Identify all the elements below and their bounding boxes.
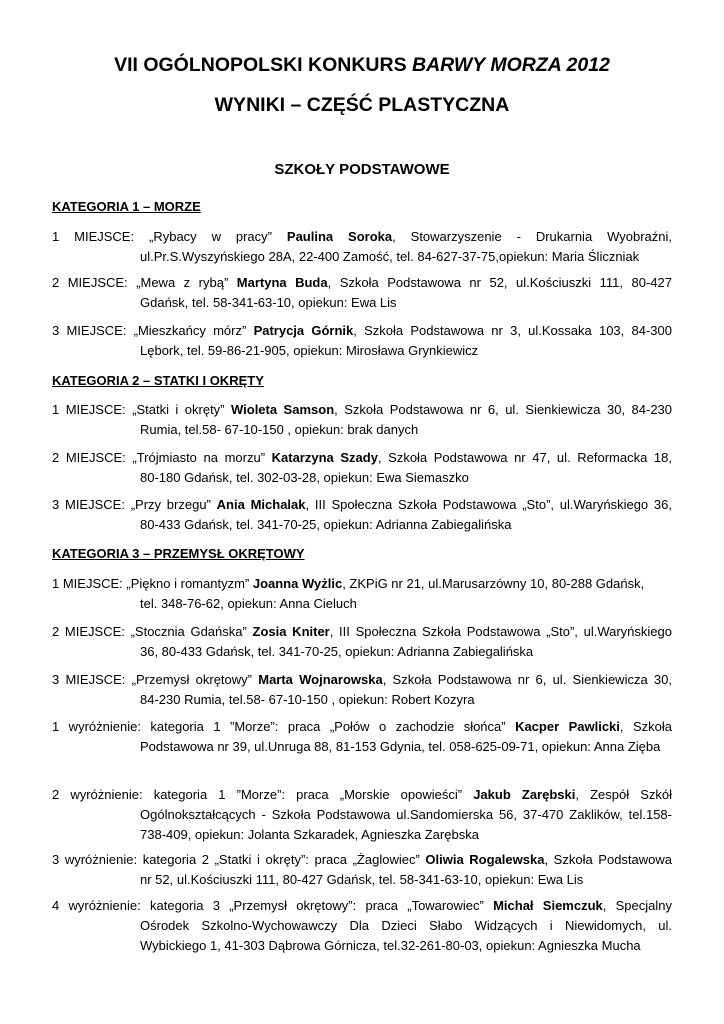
entry-details: , Specjalny bbox=[602, 898, 673, 913]
distinction-entry bbox=[52, 850, 672, 890]
category-heading: KATEGORIA 3 – PRZEMYSŁ OKRĘTOWY bbox=[52, 546, 305, 561]
work-title: „Statki i okręty” bbox=[132, 402, 231, 417]
result-entry bbox=[52, 448, 672, 488]
distinction-entry bbox=[52, 785, 672, 845]
place-label: 3 MIEJSCE: bbox=[52, 497, 131, 512]
result-entry bbox=[52, 400, 672, 440]
work-title: „Rybacy w pracy” bbox=[149, 229, 287, 244]
work-title: „Mewa z rybą” bbox=[136, 275, 237, 290]
author-name: Michał Siemczuk bbox=[493, 898, 603, 913]
entry-details: , ZKPiG nr 21, ul.Marusarzówny 10, 80-288 Gdańsk, bbox=[342, 576, 645, 591]
work-title: „Przemysł okrętowy” bbox=[131, 672, 259, 687]
result-entry bbox=[52, 574, 672, 614]
title-prefix: VII OGÓLNOPOLSKI KONKURS bbox=[114, 54, 412, 76]
distinction-label: 2 wyróżnienie: kategoria 1 ”Morze”: praca „Morskie opowieści” bbox=[52, 787, 474, 802]
place-label: 1 MIEJSCE: bbox=[52, 576, 127, 591]
entry-details: , Szkoła Podstawowa nr 6, ul. Sienkiewicza 30, 84-230 bbox=[334, 402, 673, 417]
document-subtitle: WYNIKI – CZĘŚĆ PLASTYCZNA bbox=[214, 94, 510, 116]
result-entry bbox=[52, 273, 672, 313]
distinction-label: 3 wyróżnienie: kategoria 2 „Statki i okręty”: praca „Żaglowiec” bbox=[52, 852, 426, 867]
place-label: 2 MIEJSCE: bbox=[52, 450, 133, 465]
result-entry bbox=[52, 622, 672, 662]
entry-details: , Szkoła Podstawowa bbox=[544, 852, 672, 867]
author-name: Katarzyna Szady bbox=[271, 450, 378, 465]
distinction-label: 4 wyróżnienie: kategoria 3 „Przemysł okrętowy”: praca „Towarowiec” bbox=[52, 898, 494, 913]
work-title: „Piękno i romantyzm” bbox=[126, 576, 253, 591]
entry-details-cont: 84-230 Rumia, tel.58- 67-10-150 , opiekun: Robert Kozyra bbox=[140, 692, 475, 707]
entry-details-cont: ul.Pr.S.Wyszyńskiego 28A, 22-400 Zamość, tel. 84-627-37-75,opiekun: Maria Śliczniak bbox=[140, 249, 640, 264]
result-entry bbox=[52, 321, 672, 361]
document-title bbox=[0, 54, 724, 76]
place-label: 3 MIEJSCE: bbox=[52, 672, 132, 687]
entry-details-cont: 80-433 Gdańsk, tel. 341-70-25, opiekun: Adrianna Zabiegalińska bbox=[140, 517, 512, 532]
author-name: Paulina Soroka bbox=[286, 229, 393, 244]
entry-details-cont: nr 52, ul.Kościuszki 111, 80-427 Gdańsk, tel. 58-341-63-10, opiekun: Ewa Lis bbox=[140, 872, 584, 887]
work-title: „Trójmiasto na morzu” bbox=[132, 450, 272, 465]
author-name: Martyna Buda bbox=[236, 275, 328, 290]
author-name: Kacper Pawlicki bbox=[515, 719, 620, 734]
author-name: Zosia Kniter bbox=[252, 624, 330, 639]
author-name: Marta Wojnarowska bbox=[258, 672, 383, 687]
distinction-entry bbox=[52, 896, 672, 956]
entry-details: , Szkoła bbox=[619, 719, 672, 734]
author-name: Ania Michalak bbox=[216, 497, 306, 512]
category-heading: KATEGORIA 2 – STATKI I OKRĘTY bbox=[52, 373, 264, 388]
entry-details: , Szkoła Podstawowa nr 6, ul. Sienkiewicza 30, bbox=[382, 672, 672, 687]
author-name: Oliwia Rogalewska bbox=[425, 852, 545, 867]
place-label: 1 MIEJSCE: bbox=[52, 229, 149, 244]
entry-details: , III Społeczna Szkoła Podstawowa „Sto”, ul.Waryńskiego 36, bbox=[305, 497, 672, 512]
entry-details: , Szkoła Podstawowa nr 3, ul.Kossaka 103, 84-300 bbox=[353, 323, 672, 338]
category-heading: KATEGORIA 1 – MORZE bbox=[52, 199, 201, 214]
distinction-entry bbox=[52, 717, 672, 757]
title-contest-name: BARWY MORZA 2012 bbox=[412, 54, 610, 76]
result-entry bbox=[52, 670, 672, 710]
entry-details-cont: Rumia, tel.58- 67-10-150 , opiekun: brak danych bbox=[140, 422, 419, 437]
entry-details: , Szkoła Podstawowa nr 47, ul. Reformacka 18, bbox=[377, 450, 672, 465]
author-name: Jakub Zarębski bbox=[473, 787, 576, 802]
author-name: Joanna Wyżlic bbox=[252, 576, 343, 591]
author-name: Wioleta Samson bbox=[230, 402, 335, 417]
entry-details: , III Społeczna Szkoła Podstawowa „Sto”, ul.Waryńskiego bbox=[329, 624, 672, 639]
place-label: 1 MIEJSCE: bbox=[52, 402, 133, 417]
author-name: Patrycja Górnik bbox=[253, 323, 354, 338]
entry-details: , Stowarzyszenie - Drukarnia Wyobraźni, bbox=[392, 229, 672, 244]
place-label: 3 MIEJSCE: bbox=[52, 323, 134, 338]
entry-details-cont: 80-180 Gdańsk, tel. 302-03-28, opiekun: Ewa Siemaszko bbox=[140, 470, 469, 485]
entry-details-cont: Lębork, tel. 59-86-21-905, opiekun: Mirosława Grynkiewicz bbox=[140, 343, 479, 358]
entry-details-cont: Gdańsk, tel. 58-341-63-10, opiekun: Ewa Lis bbox=[140, 295, 397, 310]
work-title: „Stocznia Gdańska” bbox=[130, 624, 253, 639]
entry-details-cont: tel. 348-76-62, opiekun: Anna Cieluch bbox=[140, 596, 357, 611]
distinction-label: 1 wyróżnienie: kategoria 1 ”Morze”: praca „Połów o zachodzie słońca” bbox=[52, 719, 516, 734]
place-label: 2 MIEJSCE: bbox=[52, 275, 137, 290]
entry-details: , Szkoła Podstawowa nr 52, ul.Kościuszki 111, 80-427 bbox=[327, 275, 672, 290]
entry-details-cont: Ośrodek Szkolno-Wychowawczy Dla Dzieci Słabo Widzących i Niewidomych, ul. Wybickiego 1, 41-303 Dąbrowa Górnicza, tel.32-261-80-03, opiekun: Agnieszka Mucha bbox=[140, 918, 672, 953]
place-label: 2 MIEJSCE: bbox=[52, 624, 131, 639]
work-title: „Mieszkańcy mórz” bbox=[133, 323, 254, 338]
section-heading: SZKOŁY PODSTAWOWE bbox=[274, 161, 450, 178]
entry-details: , Zespół Szkół bbox=[575, 787, 672, 802]
result-entry bbox=[52, 227, 672, 267]
entry-details-cont: 36, 80-433 Gdańsk, tel. 341-70-25, opiekun: Adrianna Zabiegalińska bbox=[140, 644, 534, 659]
entry-details-cont: Ogólnokształcących - Szkoła Podstawowa ul.Sandomierska 56, 37-470 Zaklików, tel.158-738-409, opiekun: Jolanta Szkaradek, Agnieszka Zarębska bbox=[140, 807, 672, 842]
work-title: „Przy brzegu” bbox=[130, 497, 217, 512]
entry-details-cont: Podstawowa nr 39, ul.Unruga 88, 81-153 Gdynia, tel. 058-625-09-71, opiekun: Anna Zięba bbox=[140, 739, 661, 754]
result-entry bbox=[52, 495, 672, 535]
